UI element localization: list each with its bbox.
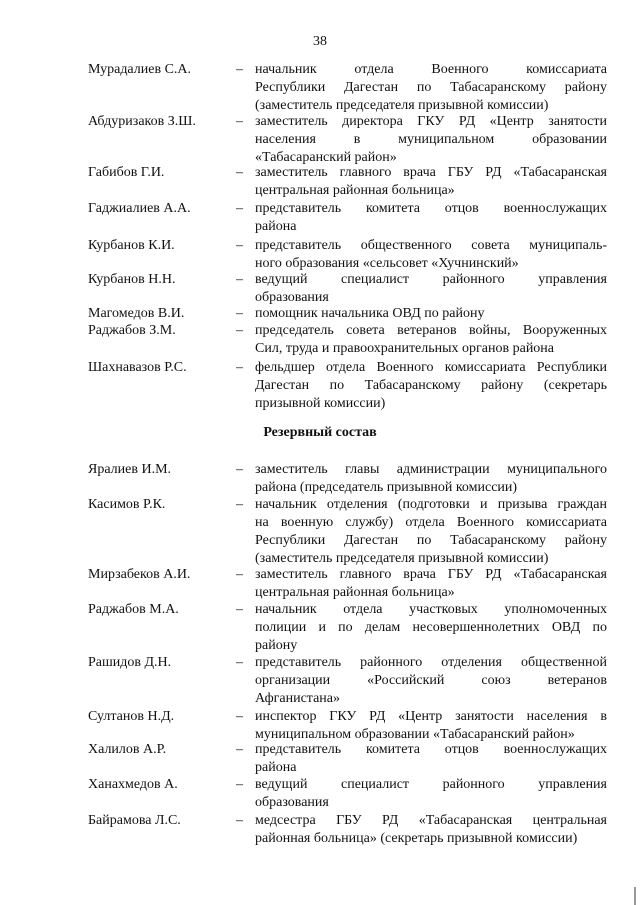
entry-dash: – [236,655,243,670]
member-role [255,322,607,358]
role-line: Республики Дагестан по Табасаранскому району [255,533,607,548]
entry-dash: – [236,360,243,375]
member-role [255,61,607,115]
member-role [255,496,607,568]
role-line: полиции и по делам несовершеннолетних ОВД по [255,620,607,635]
member-role [255,708,607,744]
entry-dash: – [236,709,243,724]
member-role [255,461,607,497]
role-line: фельдшер отдела Военного комиссариата Республики [255,360,607,375]
member-name: Курбанов К.И. [88,238,175,253]
role-line: представитель комитета отцов военнослужащих [255,742,607,757]
role-line: организации «Российский союз ветеранов [255,673,607,688]
member-name: Курбанов Н.Н. [88,272,176,287]
role-line: медсестра ГБУ РД «Табасаранская центральная [255,813,607,828]
page-number: 38 [313,34,327,49]
entry-dash: – [236,462,243,477]
member-role [255,601,607,655]
member-name: Яралиев И.М. [88,462,172,477]
member-name: Раджабов М.А. [88,602,179,617]
member-name: Ханахмедов А. [88,777,178,792]
member-role [255,359,607,413]
role-line: населения в муниципальном образовании [255,132,607,147]
scan-edge-mark [634,887,636,905]
member-role [255,113,607,167]
role-line: района (председатель призывной комиссии) [255,480,518,495]
role-line: инспектор ГКУ РД «Центр занятости населения в [255,709,607,724]
member-role [255,200,607,236]
role-line: начальник отдела Военного комиссариата [255,62,607,77]
role-line: ведущий специалист районного управления [255,777,607,792]
member-role [255,237,607,273]
entry-dash: – [236,62,243,77]
role-line: заместитель главного врача ГБУ РД «Табасаранская [255,165,607,180]
role-line: района [255,219,297,234]
member-role [255,164,607,200]
member-role [255,776,607,812]
entry-dash: – [236,165,243,180]
role-line: представитель районного отделения общественной [255,655,607,670]
member-role [255,305,607,323]
entry-dash: – [236,272,243,287]
member-name: Габибов Г.И. [88,165,165,180]
role-line: району [255,638,298,653]
entry-dash: – [236,567,243,582]
entry-dash: – [236,602,243,617]
member-role [255,271,607,307]
member-role [255,654,607,708]
role-line: помощник начальника ОВД по району [255,306,485,321]
member-name: Халилов А.Р. [88,742,167,757]
member-role [255,566,607,602]
member-role [255,741,607,777]
entry-dash: – [236,306,243,321]
role-line: центральная районная больница» [255,183,455,198]
member-name: Рашидов Д.Н. [88,655,172,670]
role-line: представитель общественного совета муниципаль- [255,238,607,253]
role-line: (заместитель председателя призывной комиссии) [255,551,549,566]
role-line: районная больница» (секретарь призывной комиссии) [255,831,578,846]
role-line: «Табасаранский район» [255,150,397,165]
role-line: Афганистана» [255,691,341,706]
entry-dash: – [236,114,243,129]
member-name: Султанов Н.Д. [88,709,175,724]
entry-dash: – [236,742,243,757]
role-line: ведущий специалист районного управления [255,272,607,287]
reserve-section-heading: Резервный состав [263,425,377,440]
entry-dash: – [236,497,243,512]
member-name: Гаджиалиев А.А. [88,201,191,216]
role-line: района [255,760,297,775]
member-name: Байрамова Л.С. [88,813,181,828]
role-line: (заместитель председателя призывной комиссии) [255,98,549,113]
role-line: председатель совета ветеранов войны, Вооруженных [255,323,607,338]
member-role [255,812,607,848]
member-name: Абдуризаков З.Ш. [88,114,196,129]
role-line: на военную службу) отдела Военного комиссариата [255,515,607,530]
member-name: Мирзабеков А.И. [88,567,191,582]
role-line: Сил, труда и правоохранительных органов района [255,341,555,356]
role-line: призывной комиссии) [255,396,386,411]
role-line: начальник отдела участковых уполномоченных [255,602,607,617]
role-line: начальник отделения (подготовки и призыва граждан [255,497,607,512]
role-line: представитель комитета отцов военнослужащих [255,201,607,216]
role-line: заместитель главы администрации муниципального [255,462,607,477]
entry-dash: – [236,238,243,253]
role-line: образования [255,795,329,810]
role-line: Республики Дагестан по Табасаранскому району [255,80,607,95]
member-name: Раджабов З.М. [88,323,176,338]
role-line: центральная районная больница» [255,585,455,600]
entry-dash: – [236,201,243,216]
role-line: муниципальном образовании «Табасаранский район» [255,727,575,742]
entry-dash: – [236,777,243,792]
member-name: Мурадалиев С.А. [88,62,192,77]
member-name: Магомедов В.И. [88,306,185,321]
member-name: Шахнавазов Р.С. [88,360,187,375]
role-line: ного образования «сельсовет «Хучнинский» [255,256,519,271]
role-line: образования [255,290,329,305]
entry-dash: – [236,323,243,338]
member-name: Касимов Р.К. [88,497,166,512]
role-line: заместитель главного врача ГБУ РД «Табасаранская [255,567,607,582]
entry-dash: – [236,813,243,828]
role-line: Дагестан по Табасаранскому району (секретарь [255,378,607,393]
role-line: заместитель директора ГКУ РД «Центр занятости [255,114,607,129]
